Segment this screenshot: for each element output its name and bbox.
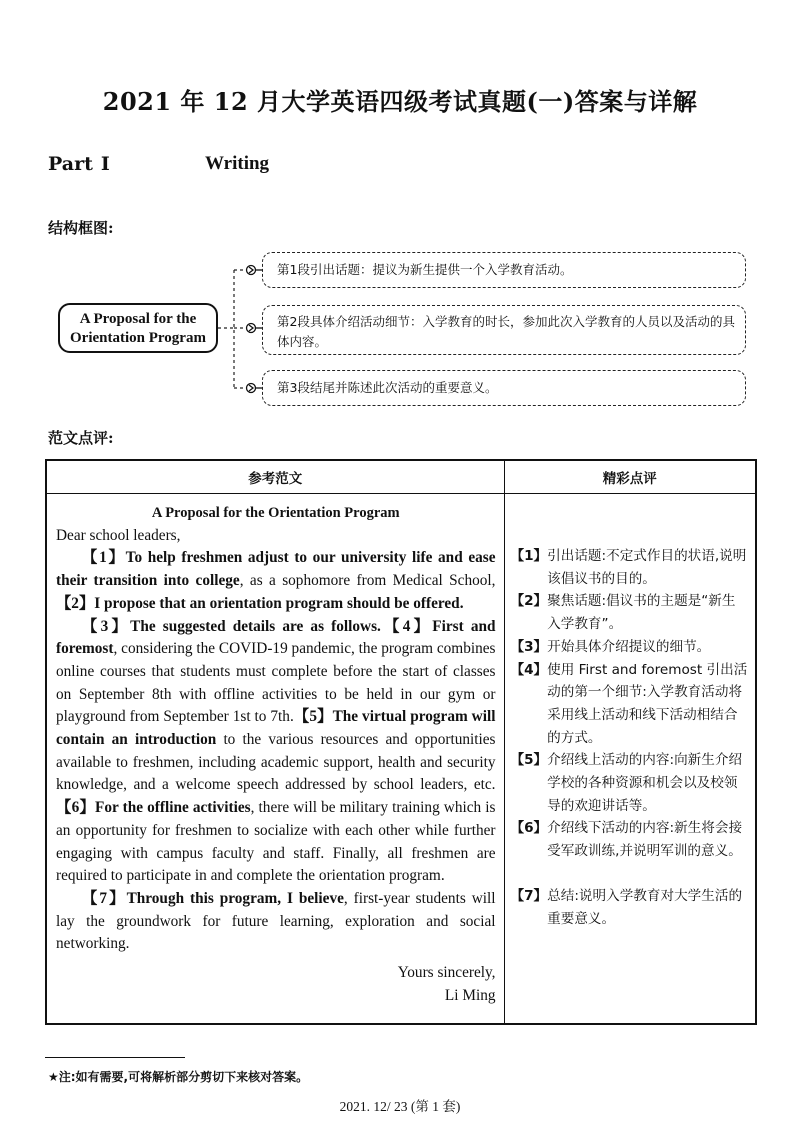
review-heading: 范文点评: — [48, 429, 114, 447]
essay-paragraph-2: 【3】The suggested details are as follows.【4】First and foremost, considering the COVID-19 pandemic, the program combines online courses that students must complete before the start of classes on September 8th with offline activities to be held in our gym or playground from September 1st to 7th.【5】The virtual program will contain an introduction to the various resources and opportunities available to freshmen, including academic support, health and security knowledge, and a welcome speech addressed by school leaders, etc.【6】For the offline activities, there will be military training which is an opportunity for freshmen to socialize with each other while further engaging with campus faculty and staff. Finally, all freshmen are required to participate in and complete the orientation program. — [56, 617, 496, 885]
salutation: Dear school leaders, — [56, 526, 181, 544]
note-7: 【7】 总结:说明入学教育对大学生活的重要意义。 — [510, 887, 743, 927]
marker-1: 【1】 — [82, 549, 126, 567]
structure-heading: 结构框图: — [48, 219, 114, 237]
note-1: 【1】 引出话题:不定式作目的状语,说明该倡议书的目的。 — [510, 548, 747, 587]
essay-paragraph-3: 【7】Through this program, I believe, first-year students will lay the groundwork for future learning, exploration and social networking. — [56, 889, 496, 953]
bold-2: I propose that an orientation program should be offered. — [94, 594, 464, 612]
bold-5: The virtual program will contain an introduction — [56, 708, 496, 749]
structure-branch-2: 第2段具体介绍活动细节：入学教育的时长，参加此次入学教育的人员以及活动的具体内容。 — [262, 305, 746, 355]
sample-essay — [46, 494, 504, 1025]
part-number: Ⅰ — [100, 153, 110, 175]
page-footer: 2021. 12/ 23 (第 1 套) — [339, 1099, 461, 1114]
signature: Li Ming — [444, 986, 496, 1004]
root-line-1: A Proposal for the — [79, 311, 197, 327]
review-table — [45, 459, 757, 1025]
bold-4: First and foremost — [56, 617, 496, 658]
part-name: Writing — [205, 153, 270, 174]
marker-6: 【6】 — [56, 799, 96, 817]
page-title: 2021 年 12 月大学英语四级考试真题(一)答案与详解 — [102, 87, 698, 116]
footnote-rule — [45, 1057, 185, 1058]
structure-branch-1: 第1段引出话题：提议为新生提供一个入学教育活动。 — [262, 252, 746, 288]
closing: Yours sincerely, — [397, 964, 496, 982]
marker-5: 【5】 — [293, 708, 333, 726]
note-3: 【3】 开始具体介绍提议的细节。 — [510, 638, 711, 655]
note-5: 【5】 介绍线上活动的内容:向新生介绍学校的各种资源和机会以及校领导的欢迎讲话等。 — [510, 752, 743, 814]
structure-root-node — [58, 303, 218, 353]
column-header-notes: 精彩点评 — [504, 460, 756, 494]
note-6: 【6】 介绍线下活动的内容:新生将会接受军政训练,并说明军训的意义。 — [510, 820, 743, 860]
bold-7: Through this program, I believe — [126, 889, 344, 907]
essay-paragraph-1: 【1】To help freshmen adjust to our university life and ease their transition into college, as a sophomore from Medical School,【2】I propose that an orientation program should be offered. — [56, 549, 496, 612]
structure-branch-3: 第3段结尾并陈述此次活动的重要意义。 — [262, 370, 746, 406]
connector-dot-3 — [247, 384, 256, 393]
marker-7: 【7】 — [82, 889, 127, 907]
column-header-essay: 参考范文 — [46, 460, 504, 494]
part-word: Part — [48, 153, 93, 175]
bold-3: The suggested details are as follows. — [130, 617, 381, 635]
essay-title: A Proposal for the Orientation Program — [151, 505, 400, 521]
root-line-2: Orientation Program — [70, 330, 206, 346]
marker-3: 【3】 — [82, 617, 131, 635]
bold-6: For the offline activities — [95, 799, 251, 817]
footnote: ★注:如有需要,可将解析部分剪切下来核对答案。 — [48, 1070, 309, 1084]
marker-4: 【4】 — [380, 617, 433, 635]
note-4: 【4】 使用 First and foremost 引出活动的第一个细节:入学教育活动将采用线上活动和线下活动相结合的方式。 — [510, 661, 748, 746]
marker-2: 【2】 — [56, 594, 95, 612]
commentary — [504, 494, 756, 1025]
connector-dot-2 — [247, 324, 256, 333]
bold-1: To help freshmen adjust to our university life and ease their transition into college — [56, 549, 496, 590]
note-2: 【2】 聚焦话题:倡议书的主题是“新生入学教育”。 — [510, 593, 736, 633]
connector-dot-1 — [247, 266, 256, 275]
part-label — [48, 153, 110, 175]
